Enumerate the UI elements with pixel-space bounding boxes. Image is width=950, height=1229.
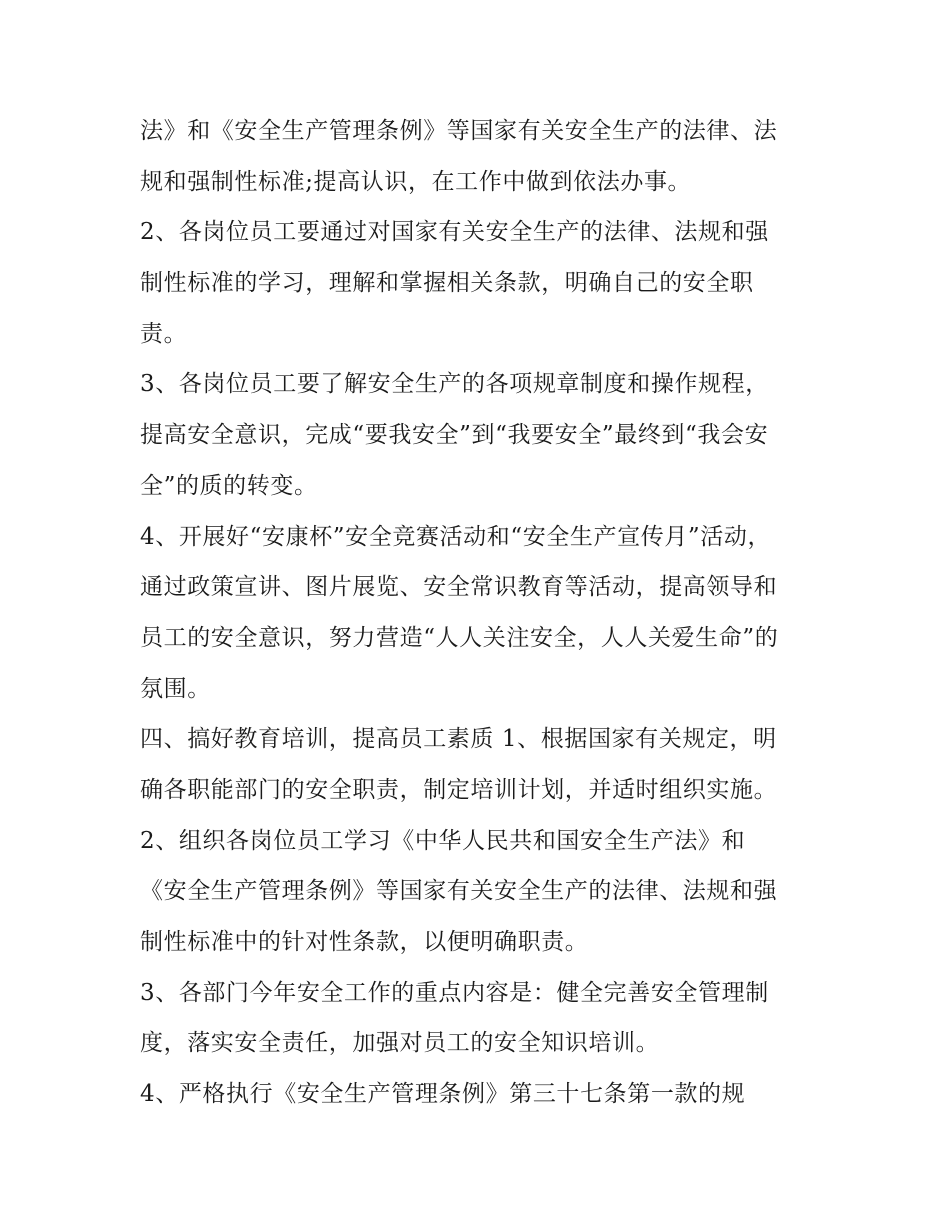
text-line: 制性标准中的针对性条款，以便明确职责。: [140, 929, 589, 955]
text-line: 3、各部门今年安全工作的重点内容是：健全完善安全管理制: [140, 979, 769, 1006]
text-line: 2、组织各岗位员工学习《中华人民共和国安全生产法》和: [140, 827, 746, 854]
text-line: 法》和《安全生产管理条例》等国家有关安全生产的法律、法: [140, 118, 778, 144]
body-text: [140, 106, 820, 1120]
text-line: 员工的安全意识，努力营造“人人关注安全，人人关爱生命”的: [140, 624, 779, 651]
text-line: 制性标准的学习，理解和掌握相关条款，明确自己的安全职: [140, 270, 754, 297]
text-line: 规和强制性标准;提高认识，在工作中做到依法办事。: [140, 168, 692, 195]
text-line: 确各职能部门的安全职责，制定培训计划，并适时组织实施。: [140, 776, 778, 803]
text-line: 3、各岗位员工要了解安全生产的各项规章制度和操作规程，: [140, 371, 769, 398]
text-line: 氛围。: [140, 675, 211, 702]
text-line: 2、各岗位员工要通过对国家有关安全生产的法律、法规和强: [140, 219, 769, 246]
text-line: 度，落实安全责任，加强对员工的安全知识培训。: [140, 1030, 660, 1057]
text-line: 通过政策宣讲、图片展览、安全常识教育等活动，提高领导和: [140, 574, 778, 601]
text-line: 四、搞好教育培训，提高员工素质 1、根据国家有关规定，明: [140, 726, 777, 753]
text-line: 4、严格执行《安全生产管理条例》第三十七条第一款的规: [140, 1081, 746, 1108]
text-line: 《安全生产管理条例》等国家有关安全生产的法律、法规和强: [140, 878, 778, 905]
text-line: 责。: [140, 320, 188, 347]
text-line: 全”的质的转变。: [140, 472, 318, 499]
text-line: 提高安全意识，完成“要我安全”到“我要安全”最终到“我会安: [140, 422, 769, 449]
text-line: 4、开展好“安康杯”安全竞赛活动和“安全生产宣传月”活动，: [140, 523, 772, 550]
